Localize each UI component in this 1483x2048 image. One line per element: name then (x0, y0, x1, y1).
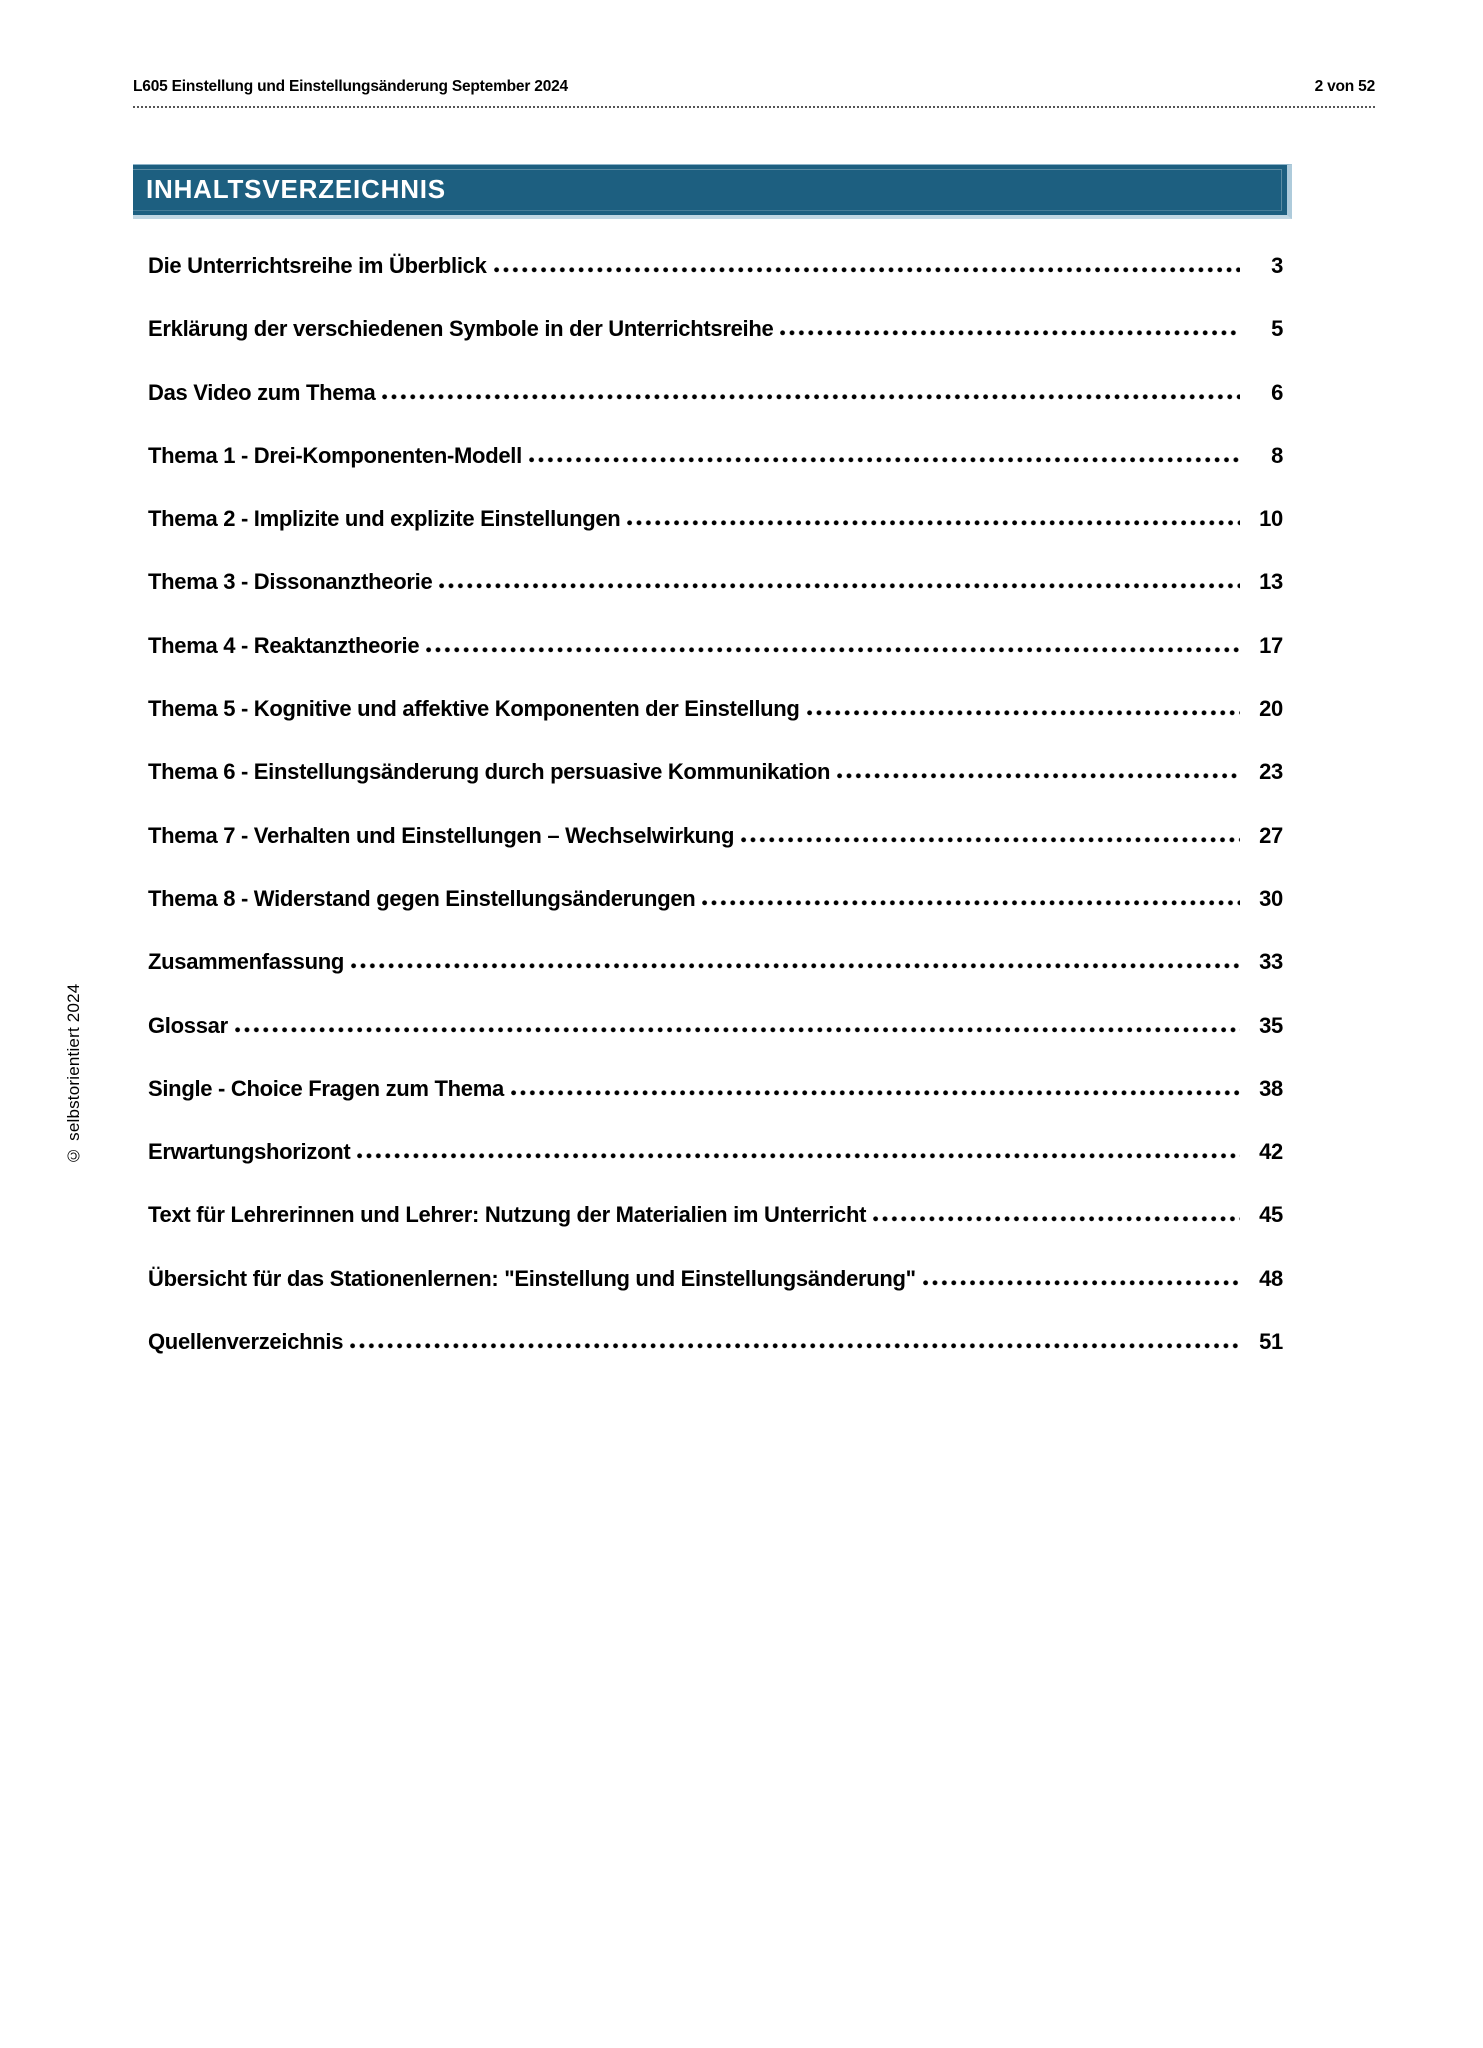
toc-entry[interactable] (148, 948, 1283, 1011)
toc-entry[interactable] (148, 1138, 1283, 1201)
toc-entry-page: 33 (1259, 949, 1283, 975)
toc-entry-label: Single - Choice Fragen zum Thema (148, 1075, 504, 1101)
toc-entry-label: Übersicht für das Stationenlernen: "Einstellung und Einstellungsänderung" (148, 1265, 916, 1291)
toc-leader-dots (916, 1265, 1245, 1292)
copyright-vertical-text: © selbstorientiert 2024 (64, 983, 83, 1165)
toc-entry-page: 30 (1259, 885, 1283, 911)
toc-leader-dots (522, 442, 1245, 469)
toc-entry-label: Zusammenfassung (148, 949, 344, 975)
toc-entry-label: Thema 5 - Kognitive und affektive Komponenten der Einstellung (148, 696, 800, 722)
toc-banner-title: INHALTSVERZEICHNIS (146, 174, 446, 204)
toc-leader-dots (343, 1328, 1245, 1355)
toc-entry-page: 6 (1271, 379, 1283, 405)
toc-entry-label: Thema 4 - Reaktanztheorie (148, 632, 420, 658)
toc-leader-dots (432, 568, 1245, 595)
toc-entry-label: Text für Lehrerinnen und Lehrer: Nutzung der Materialien im Unterricht (148, 1202, 867, 1228)
toc-leader-dots (866, 1201, 1245, 1228)
toc-entry[interactable] (148, 758, 1283, 821)
toc-entry-label: Quellenverzeichnis (148, 1329, 344, 1355)
toc-entry[interactable] (148, 885, 1283, 948)
toc-entry-page: 38 (1259, 1075, 1283, 1101)
toc-list (148, 252, 1283, 1391)
toc-entry[interactable] (148, 695, 1283, 758)
toc-leader-dots (830, 758, 1245, 785)
toc-entry[interactable] (148, 632, 1283, 695)
toc-leader-dots (773, 315, 1245, 342)
toc-entry-page: 27 (1259, 822, 1283, 848)
toc-entry-page: 13 (1259, 569, 1283, 595)
toc-entry-page: 8 (1271, 442, 1283, 468)
toc-entry-label: Erwartungshorizont (148, 1139, 351, 1165)
toc-entry[interactable] (148, 442, 1283, 505)
toc-entry[interactable] (148, 1075, 1283, 1138)
page-header (133, 78, 1375, 108)
toc-entry-label: Erklärung der verschiedenen Symbole in der Unterrichtsreihe (148, 316, 774, 342)
toc-entry[interactable] (148, 252, 1283, 315)
toc-entry-page: 23 (1259, 759, 1283, 785)
toc-leader-dots (344, 948, 1245, 975)
toc-entry-page: 3 (1271, 253, 1283, 278)
toc-leader-dots (350, 1138, 1245, 1165)
toc-entry-page: 17 (1259, 632, 1283, 658)
toc-entry[interactable] (148, 379, 1283, 442)
toc-entry[interactable] (148, 505, 1283, 568)
header-doc-title: L605 Einstellung und Einstellungsänderung September 2024 (133, 78, 568, 95)
toc-leader-dots (419, 632, 1245, 659)
toc-leader-dots (620, 505, 1245, 532)
toc-leader-dots (734, 822, 1245, 849)
toc-entry-page: 5 (1271, 316, 1283, 342)
toc-entry-label: Das Video zum Thema (148, 379, 376, 405)
toc-banner (133, 164, 1292, 219)
toc-entry-page: 20 (1259, 696, 1283, 722)
toc-leader-dots (375, 379, 1245, 406)
toc-leader-dots (800, 695, 1245, 722)
toc-entry[interactable] (148, 1201, 1283, 1264)
toc-entry[interactable] (148, 1012, 1283, 1075)
toc-leader-dots (695, 885, 1245, 912)
toc-entry-label: Die Unterrichtsreihe im Überblick (148, 253, 487, 278)
toc-entry-page: 35 (1259, 1012, 1283, 1038)
header-page-indicator: 2 von 52 (1314, 78, 1375, 95)
toc-entry-label: Thema 8 - Widerstand gegen Einstellungsänderungen (148, 885, 696, 911)
toc-entry-label: Thema 1 - Drei-Komponenten-Modell (148, 442, 522, 468)
toc-entry[interactable] (148, 1328, 1283, 1391)
toc-leader-dots (228, 1012, 1245, 1039)
toc-leader-dots (487, 252, 1245, 279)
toc-entry-page: 51 (1259, 1329, 1283, 1355)
toc-entry-label: Thema 2 - Implizite und explizite Einstellungen (148, 506, 621, 532)
toc-leader-dots (504, 1075, 1245, 1102)
toc-entry-label: Thema 3 - Dissonanztheorie (148, 569, 433, 595)
toc-entry[interactable] (148, 1265, 1283, 1328)
toc-entry-page: 45 (1259, 1202, 1283, 1228)
toc-entry-label: Glossar (148, 1012, 228, 1038)
toc-entry-page: 42 (1259, 1139, 1283, 1165)
toc-entry[interactable] (148, 822, 1283, 885)
toc-entry-page: 10 (1259, 506, 1283, 532)
toc-entry[interactable] (148, 315, 1283, 378)
toc-entry-label: Thema 6 - Einstellungsänderung durch persuasive Kommunikation (148, 759, 831, 785)
toc-entry-page: 48 (1259, 1265, 1283, 1291)
toc-entry-label: Thema 7 - Verhalten und Einstellungen – Wechselwirkung (148, 822, 735, 848)
toc-entry[interactable] (148, 568, 1283, 631)
